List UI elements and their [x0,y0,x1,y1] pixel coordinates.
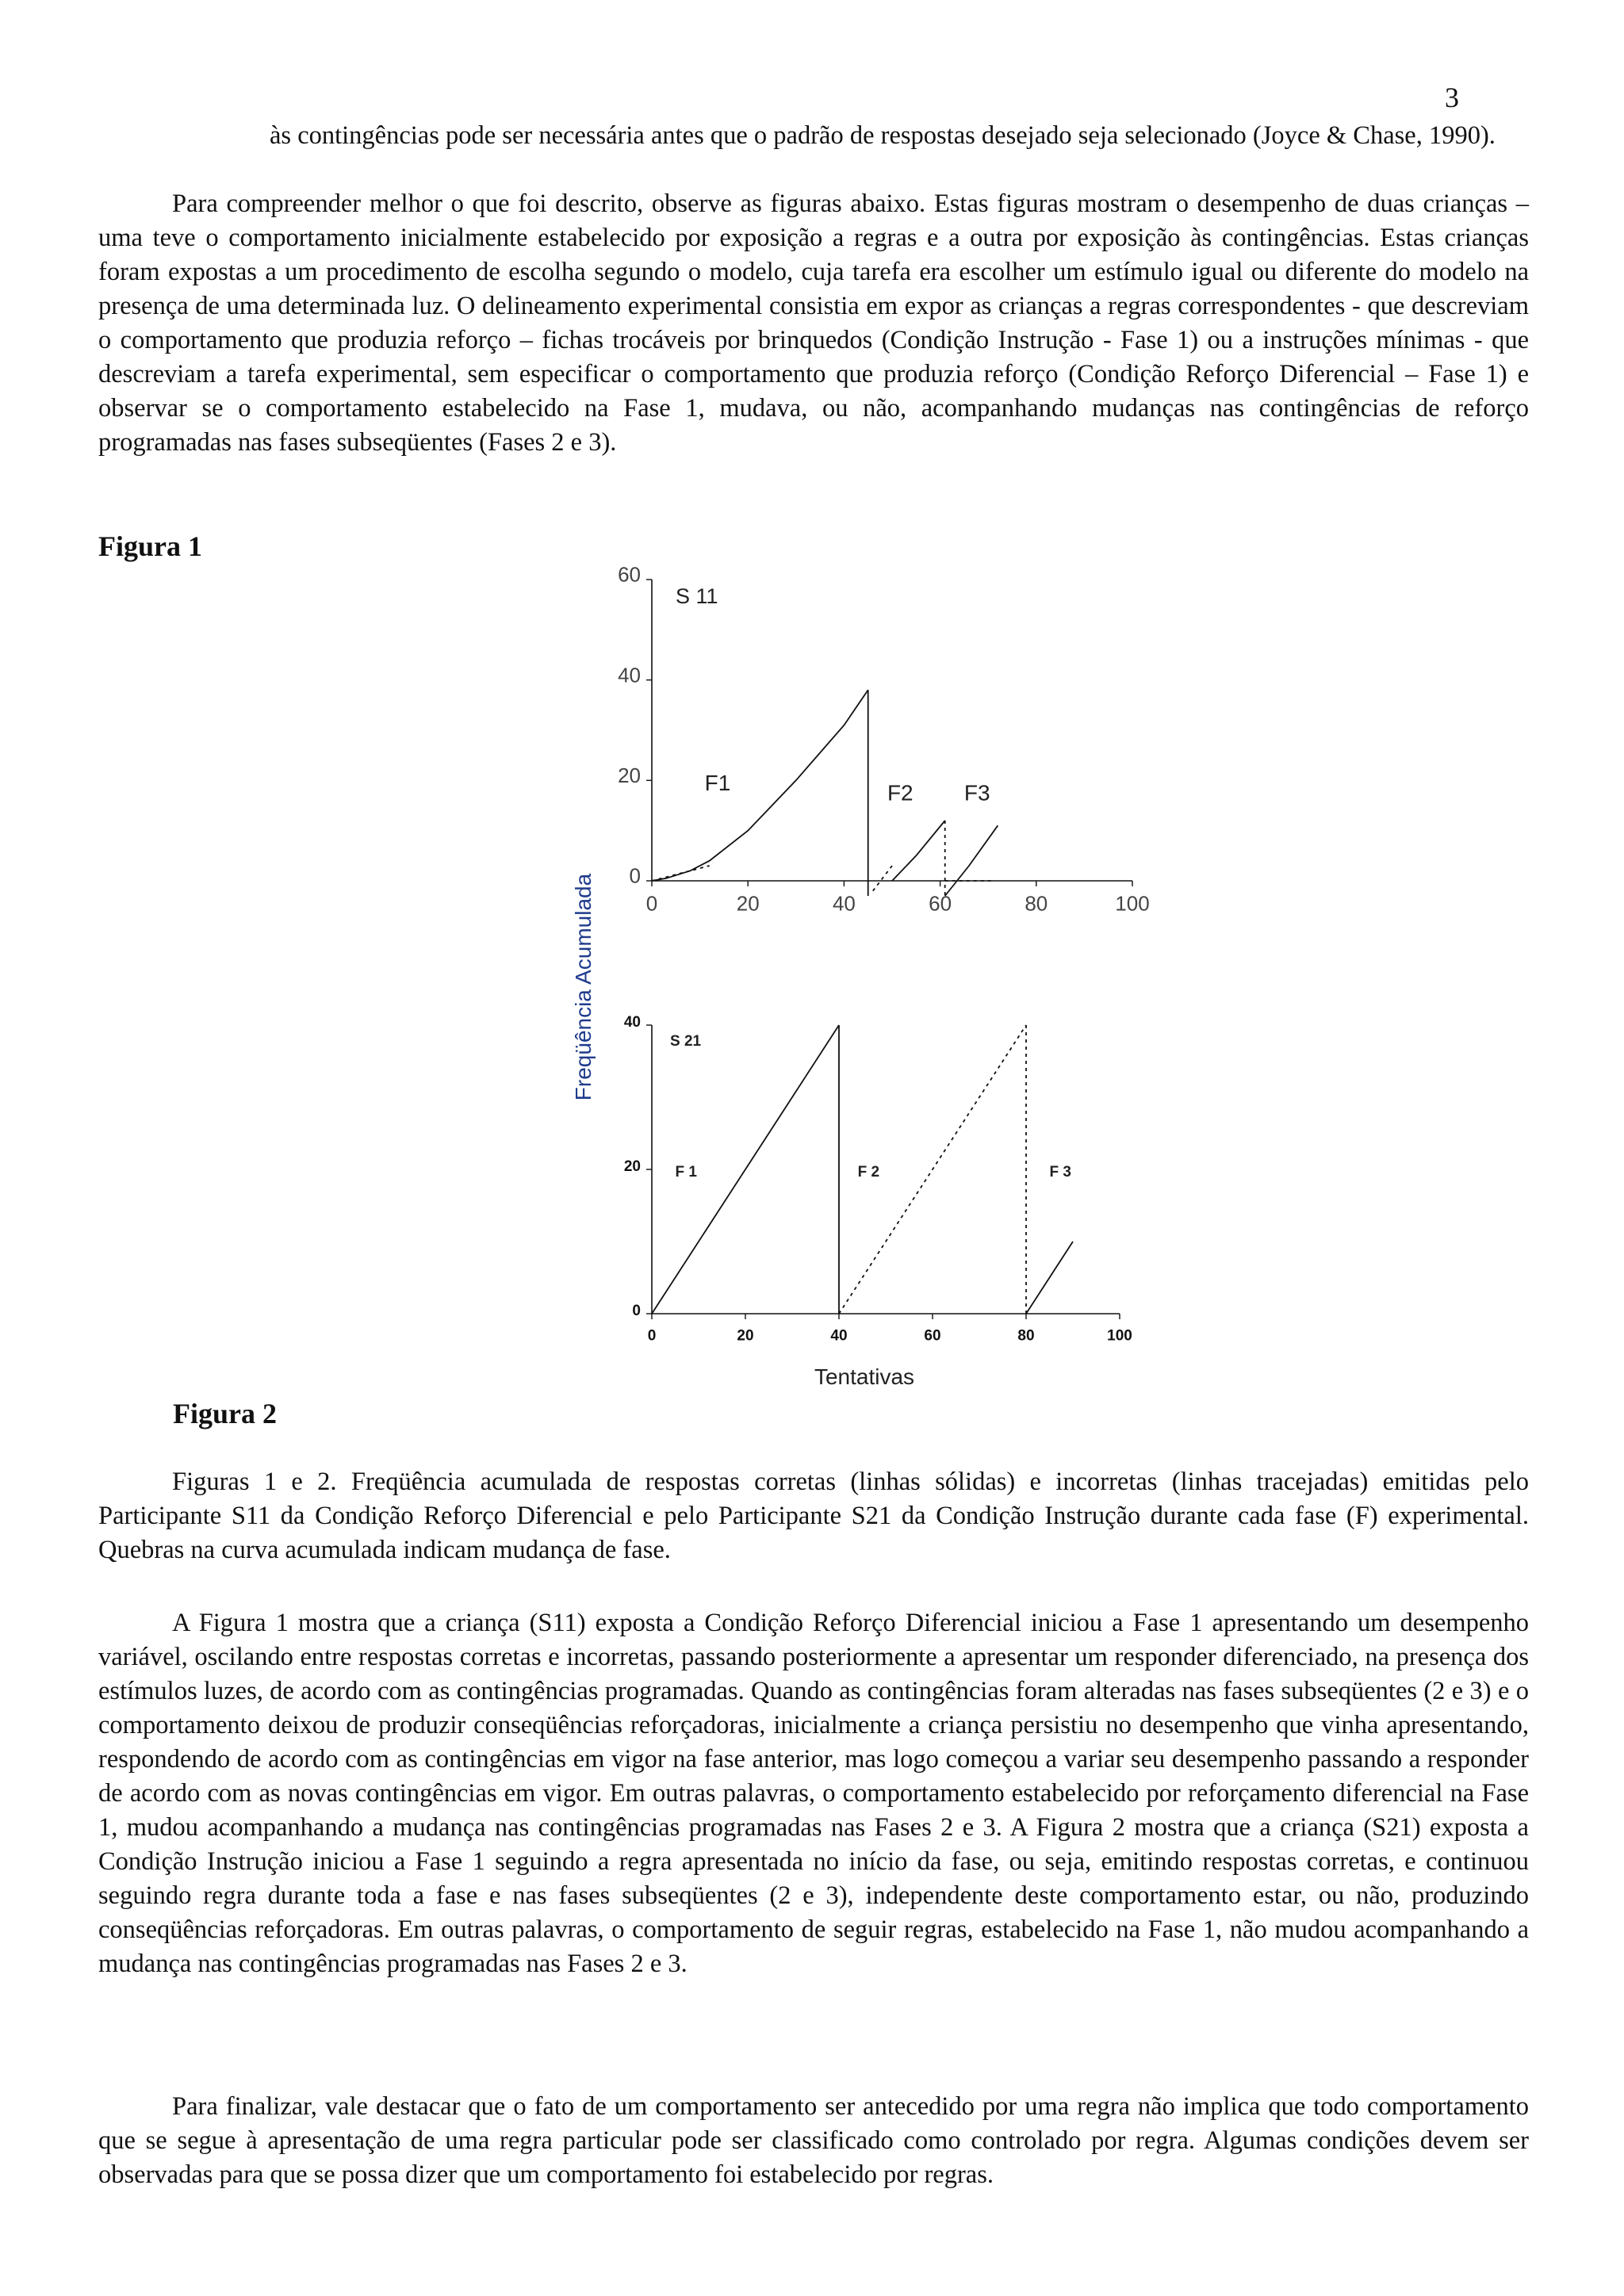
figure-x-axis-label: Tentativas [814,1364,915,1389]
chart1-phase-label: F1 [704,771,731,795]
chart1-x-tick-label: 0 [645,891,658,916]
chart1-series-line [945,825,998,896]
chart1-y-tick-label: 40 [618,663,641,687]
chart1-y-tick-label: 60 [618,562,641,587]
chart2-x-tick-label: 100 [1107,1327,1132,1345]
chart1-series-line [873,866,892,891]
figure-y-axis-label: Freqüência Acumulada [571,873,596,1101]
chart1-y-tick-label: 0 [629,863,641,888]
page-number: 3 [1445,82,1459,113]
chart2-y-tick-label: 0 [632,1302,641,1319]
chart1-phase-label: F2 [887,780,914,806]
chart2-x-tick-label: 80 [1017,1327,1035,1345]
chart2-x-tick-label: 0 [647,1327,657,1345]
chart1-phase-label: F3 [963,780,990,806]
paragraph-intro-figures: Para compreender melhor o que foi descrito, observe as figuras abaixo. Estas figuras mostram o desempenho de duas crianças – uma teve o comportamento inicialmente estabelecido por exposição a regras e a outra por exposição às contingências. Estas crianças foram expostas a um procedimento de escolha segundo o modelo, cuja tarefa era escolher um estímulo igual ou diferente do modelo na presença de uma determinada luz. O delineamento experimental consistia em expor as crianças a regras correspondentes - que descreviam o comportamento que produzia reforço – fichas trocáveis por brinquedos (Condição Instrução - Fase 1) ou a instruções mínimas - que descreviam a tarefa experimental, sem especificar o comportamento que produzia reforço (Condição Reforço Diferencial – Fase 1) e observar se o comportamento estabelecido na Fase 1, mudava, ou não, acompanhando mudanças nas contingências de reforço programadas nas fases subseqüentes (Fases 2 e 3). [98,189,1529,457]
chart2-phase-label: F 2 [857,1164,880,1181]
chart1-x-tick-label: 20 [736,891,760,916]
paragraph-continuation: às contingências pode ser necessária antes que o padrão de respostas desejado seja selecionado (Joyce & Chase, 1990). [270,121,1496,150]
chart2-y-tick-label: 20 [623,1158,641,1175]
chart1-series-line [652,690,868,881]
paragraph-figure-analysis: A Figura 1 mostra que a criança (S11) exposta a Condição Reforço Diferencial iniciou a Fase 1 apresentando um desempenho variável, oscilando entre respostas corretas e incorretas, passando posteriormente a apresentar um responder diferenciado, na presença dos estímulos luzes, de acordo com as contingências programadas. Quando as contingências foram alteradas nas fases subseqüentes (2 e 3) e o comportamento deixou de produzir conseqüências reforçadoras, inicialmente a criança persistiu no desempenho que vinha apresentando, respondendo de acordo com as contingências em vigor na fase anterior, mas logo começou a variar seu desempenho passando a responder de acordo com as novas contingências em vigor. Em outras palavras, o comportamento estabelecido por reforçamento diferencial na Fase 1, mudou acompanhando a mudança nas contingências programadas nas Fases 2 e 3. A Figura 2 mostra que a criança (S21) exposta a Condição Instrução iniciou a Fase 1 seguindo a regra apresentada no início da fase, ou seja, emitindo respostas corretas, e continuou seguindo regra durante toda a fase e nas fases subseqüentes (2 e 3), independente deste comportamento estar, ou não, produzindo conseqüências reforçadoras. Em outras palavras, o comportamento de seguir regras, estabelecido na Fase 1, não mudou acompanhando a mudança nas contingências programadas nas Fases 2 e 3. [98,1609,1529,1978]
chart1-x-tick-label: 80 [1025,891,1048,916]
chart2-title: S 21 [670,1033,702,1050]
chart1-series-line [652,866,710,881]
chart2-phase-label: F 3 [1049,1164,1071,1181]
chart1-x-tick-label: 100 [1115,891,1150,916]
chart2-y-tick-label: 40 [623,1013,641,1031]
chart2-series-line [1026,1242,1073,1314]
figure2-heading: Figura 2 [173,1398,277,1429]
figure-cumulative-frequency [555,555,1158,1395]
chart2-phase-label: F 1 [675,1164,697,1181]
chart1-title: S 11 [676,584,718,608]
chart1-x-tick-label: 60 [929,891,952,916]
chart2-x-tick-label: 60 [924,1327,941,1345]
chart1-series-line [892,821,945,881]
chart2-x-tick-label: 40 [830,1327,848,1345]
chart2-x-tick-label: 20 [737,1327,754,1345]
chart1-y-tick-label: 20 [618,763,641,787]
paragraph-conclusion: Para finalizar, vale destacar que o fato de um comportamento ser antecedido por uma regra não implica que todo comportamento que se segue à apresentação de uma regra particular pode ser classificado como controlado por regra. Algumas condições devem ser observadas para que se possa dizer que um comportamento foi estabelecido por regras. [98,2092,1529,2189]
figure-caption: Figuras 1 e 2. Freqüência acumulada de respostas corretas (linhas sólidas) e incorretas (linhas tracejadas) emitidas pelo Participante S11 da Condição Reforço Diferencial e pelo Participante S21 da Condição Instrução durante cada fase (F) experimental. Quebras na curva acumulada indicam mudança de fase. [98,1468,1529,1564]
figure1-heading: Figura 1 [98,530,202,562]
chart1-x-tick-label: 40 [832,891,856,916]
